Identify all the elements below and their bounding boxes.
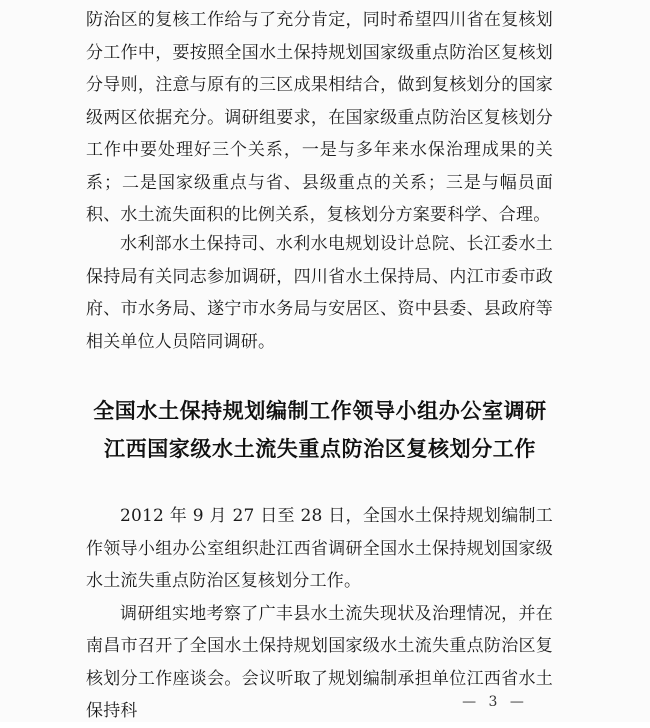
section-heading-line-1: 全国水土保持规划编制工作领导小组办公室调研 [93,399,547,423]
paragraph-sichuan-requirements: 防治区的复核工作给与了充分肯定，同时希望四川省在复核划分工作中，要按照全国水土保持规划国家级重点防治区复核划分导则，注意与原有的三区成果相结合，做到复核划分的国家级两区依据充分。调研组要求，在国家级重点防治区复核划分工作中要处理好三个关系，一是与多年来水保治理成果的关系；二是国家级重点与省、县级重点的关系；三是与幅员面积、水土流失面积的比例关系，复核划分方案要科学、合理。 [86,10,553,225]
paragraph-participants: 水利部水土保持司、水利水电规划设计总院、长江委水土保持局有关同志参加调研，四川省水土保持局、内江市委市政府、市水务局、遂宁市水务局与安居区、资中县委、县政府等相关单位人员陪同调研。 [86,234,553,352]
paragraph-survey-date: 2012 年 9 月 27 日至 28 日，全国水土保持规划编制工作领导小组办公室组织赴江西省调研全国水土保持规划国家级水土流失重点防治区复核划分工作。 [86,506,553,591]
page-number: — 3 — [462,694,528,710]
text-block-participants [86,228,553,358]
paragraph-site-inspection: 调研组实地考察了广丰县水土流失现状及治理情况，并在南昌市召开了全国水土保持规划国家级水土流失重点防治区复核划分工作座谈会。会议听取了规划编制承担单位江西省水土保持科 [86,603,553,721]
text-block-sichuan-review [86,4,553,232]
section-heading-line-2: 江西国家级水土流失重点防治区复核划分工作 [104,437,536,461]
